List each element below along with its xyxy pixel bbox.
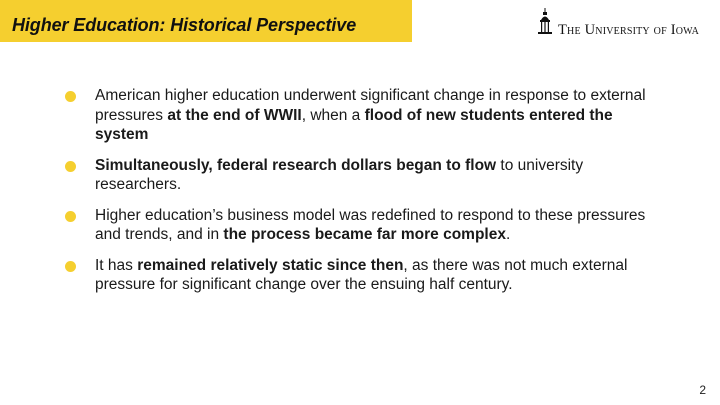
title-bar — [0, 0, 412, 42]
bullet-item — [64, 86, 664, 145]
text-segment: Higher education’s business model was redefined to respond to these pressures and trends, and in — [95, 206, 646, 243]
bullet-item — [64, 206, 664, 245]
bullet-dot — [65, 261, 76, 272]
bullet-text — [95, 207, 645, 244]
bullet-dot — [65, 161, 76, 172]
bullet-item — [64, 156, 664, 195]
text-segment: American higher education underwent significant change in response to external pressures — [95, 87, 646, 124]
slide-title: Higher Education: Historical Perspective — [12, 15, 357, 35]
text-segment: It has — [95, 256, 138, 274]
text-segment: to university researchers. — [95, 156, 584, 193]
bold-text-segment: Simultaneously, federal research dollars began to flow — [95, 156, 497, 174]
bold-text-segment: the process became far more complex — [223, 226, 506, 243]
text-segment: , when a — [301, 106, 365, 124]
logo-wordmark: The University of Iowa — [558, 22, 700, 38]
text-segment: . — [505, 226, 511, 243]
bullet-text — [95, 87, 646, 143]
university-logo — [536, 8, 714, 38]
bold-text-segment: at the end of WWII — [167, 106, 302, 124]
page-number: 2 — [699, 383, 706, 397]
old-capitol-icon — [536, 8, 554, 38]
bold-text-segment: flood of new students entered the system — [95, 106, 613, 143]
bullet-item — [64, 256, 664, 295]
bold-text-segment: remained relatively static since then — [137, 256, 404, 274]
bullet-list — [64, 86, 664, 306]
text-segment: , as there was not much external pressure for significant change over the ensuing half century. — [95, 256, 628, 293]
bullet-dot — [65, 211, 76, 222]
bullet-dot — [65, 91, 76, 102]
bullet-text — [95, 257, 627, 294]
bullet-text — [95, 157, 583, 194]
